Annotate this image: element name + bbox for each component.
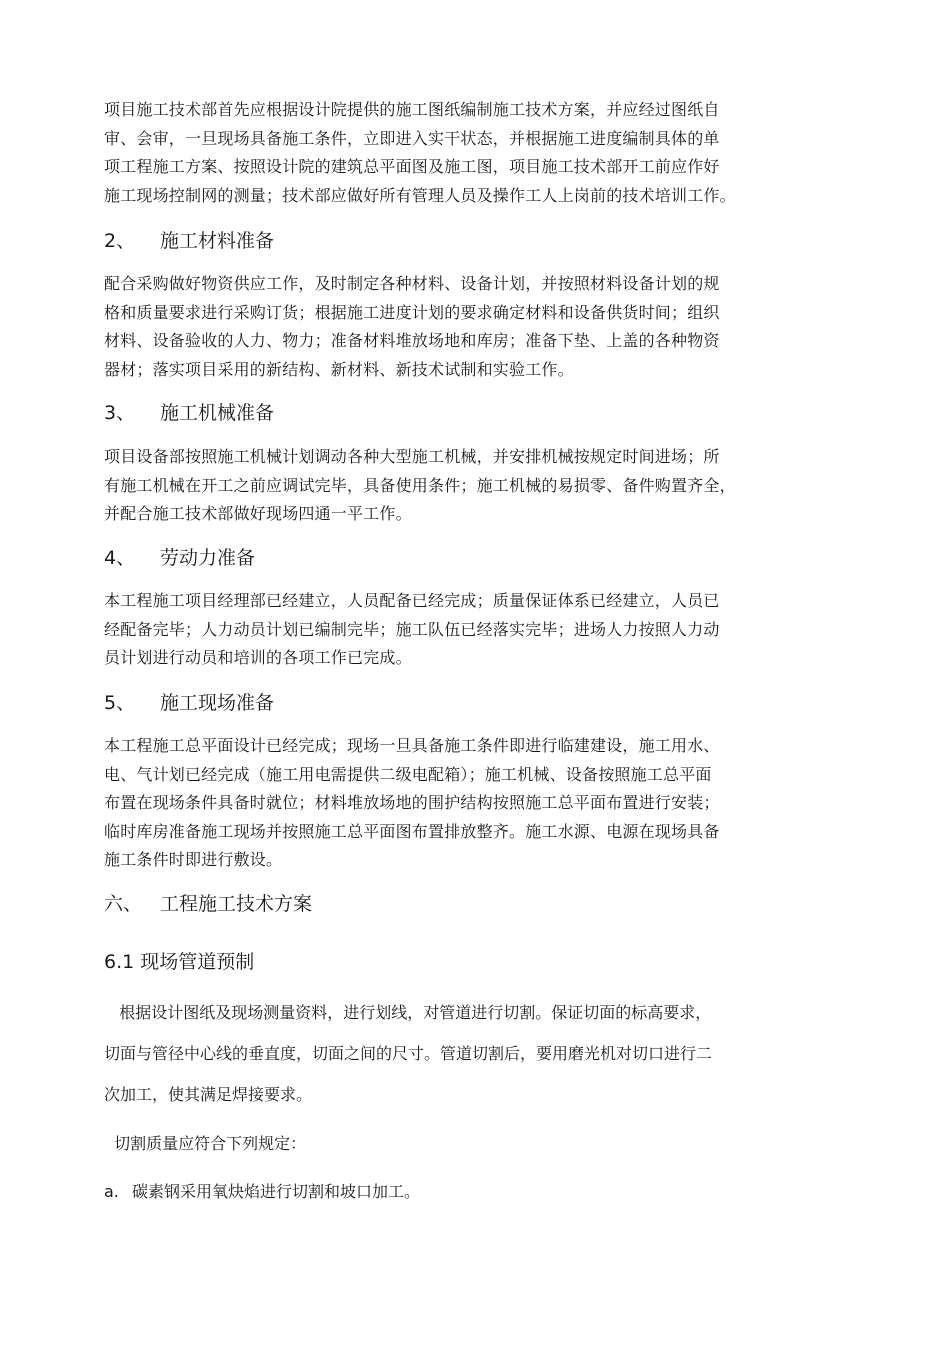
text-line: 布置在现场条件具备时就位；材料堆放场地的围护结构按照施工总平面布置进行安装； — [104, 793, 720, 812]
text-line: 临时库房准备施工现场并按照施工总平面图布置排放整齐。施工水源、电源在现场具备 — [104, 821, 720, 841]
section-heading-materials — [104, 228, 274, 254]
text-line: 材料、设备验收的人力、物力；准备材料堆放场地和库房；准备下垫、上盖的各种物资 — [104, 331, 720, 350]
text-line: 并配合施工技术部做好现场四通一平工作。 — [104, 504, 412, 523]
text-line: 审、会审，一旦现场具备施工条件，立即进入实干状态，并根据施工进度编制具体的单 — [104, 128, 720, 148]
chapter-title: 工程施工技术方案 — [160, 893, 313, 915]
text-line: 施工现场控制网的测量；技术部应做好所有管理人员及操作工人上岗前的技术培训工作。 — [104, 185, 736, 205]
intro-paragraph — [104, 96, 804, 210]
section-heading-machinery — [104, 400, 274, 426]
section-heading-labor — [104, 545, 255, 571]
text-line: 配合采购做好物资供应工作，及时制定各种材料、设备计划，并按照材料设备计划的规 — [104, 274, 720, 293]
materials-paragraph — [104, 270, 804, 384]
list-item — [104, 1180, 420, 1204]
list-item-text: 碳素钢采用氧炔焰进行切割和坡口加工。 — [132, 1182, 421, 1201]
site-paragraph — [104, 732, 804, 875]
chapter-number: 六、 — [104, 893, 143, 915]
text-line: 格和质量要求进行采购订货；根据施工进度计划的要求确定材料和设备供货时间；组织 — [104, 302, 720, 322]
text-line: 有施工机械在开工之前应调试完毕，具备使用条件；施工机械的易损零、备件购置齐全， — [104, 475, 736, 495]
text-line: 经配备完毕；人力动员计划已编制完毕；施工队伍已经落实完毕；进场人力按照人力动 — [104, 619, 720, 639]
text-line: 切面与管径中心线的垂直度，切面之间的尺寸。管道切割后，要用磨光机对切口进行二 — [104, 1044, 713, 1063]
text-line: 项工程施工方案、按照设计院的建筑总平面图及施工图，项目施工技术部开工前应作好 — [104, 157, 720, 176]
text-line: 本工程施工总平面设计已经完成；现场一旦具备施工条件即进行临建建设，施工用水、 — [104, 736, 720, 755]
machinery-paragraph — [104, 443, 804, 529]
section-title: 施工现场准备 — [160, 692, 275, 714]
section-number: 3、 — [104, 402, 136, 424]
section-number: 5、 — [104, 692, 136, 714]
section-heading-site — [104, 690, 274, 716]
text-line: 员计划进行动员和培训的各项工作已完成。 — [104, 648, 412, 667]
section-title: 施工机械准备 — [160, 402, 275, 424]
text-line: 施工条件时即进行敷设。 — [104, 850, 283, 869]
labor-paragraph — [104, 587, 804, 673]
text-line: 次加工，使其满足焊接要求。 — [104, 1085, 313, 1104]
text-line: 电、气计划已经完成（施工用电需提供二级电配箱）；施工机械、设备按照施工总平面 — [104, 764, 712, 784]
section-number: 2、 — [104, 230, 136, 252]
list-marker: a. — [104, 1182, 119, 1201]
subsection-heading-prefab: 6.1 现场管道预制 — [104, 951, 255, 973]
text-line: 项目设备部按照施工机械计划调动各种大型施工机械，并安排机械按规定时间进场；所 — [104, 447, 720, 466]
section-title: 劳动力准备 — [160, 547, 256, 569]
text-line: 本工程施工项目经理部已经建立，人员配备已经完成；质量保证体系已经建立，人员已 — [104, 591, 720, 610]
chapter-heading-technical-plan — [104, 891, 312, 917]
text-line: 根据设计图纸及现场测量资料，进行划线，对管道进行切割。保证切面的标高要求， — [104, 1003, 712, 1022]
quality-rules-intro: 切割质量应符合下列规定： — [104, 1134, 307, 1153]
prefab-paragraph — [104, 992, 804, 1115]
text-line: 项目施工技术部首先应根据设计院提供的施工图纸编制施工技术方案，并应经过图纸自 — [104, 100, 720, 119]
section-title: 施工材料准备 — [160, 230, 275, 252]
text-line: 器材；落实项目采用的新结构、新材料、新技术试制和实验工作。 — [104, 359, 574, 379]
section-number: 4、 — [104, 547, 136, 569]
